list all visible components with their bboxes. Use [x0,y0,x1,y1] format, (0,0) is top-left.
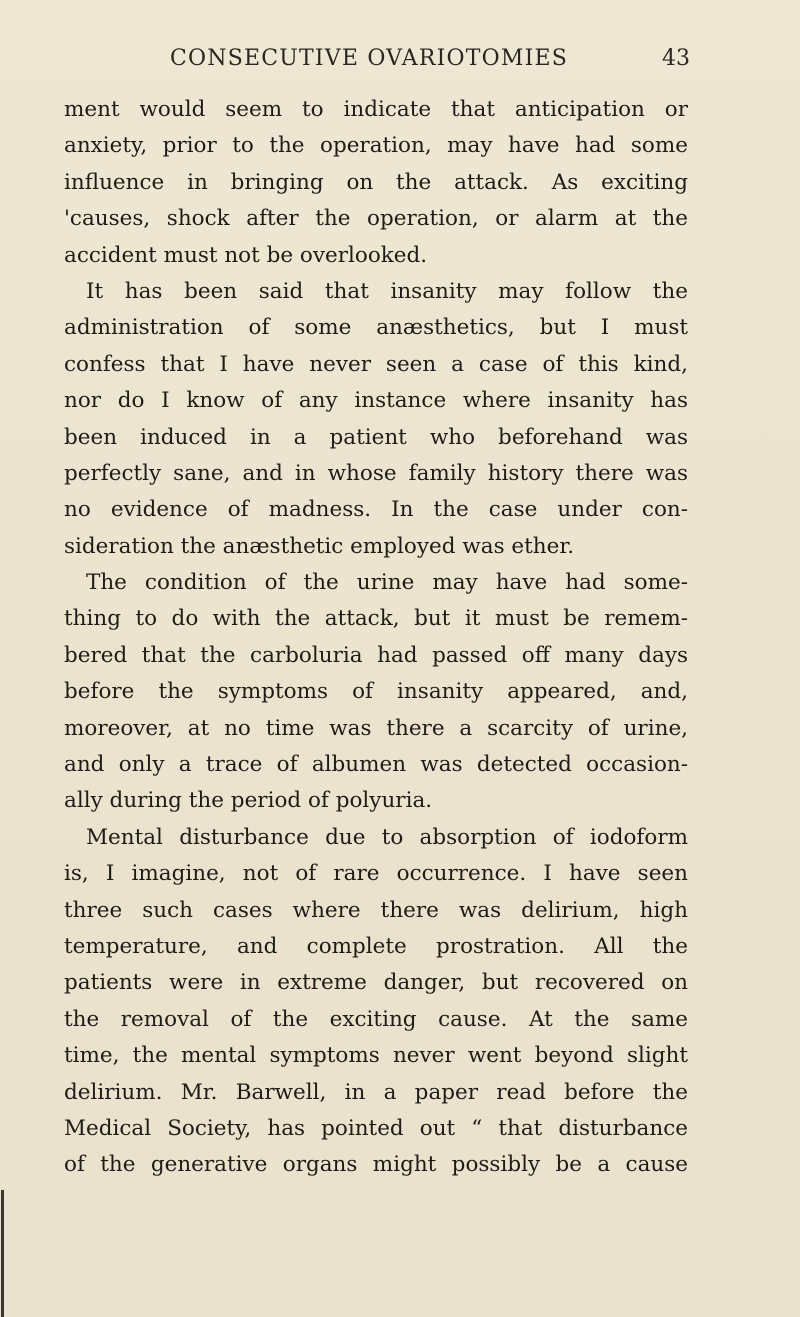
text-line: nor do I know of any instance where insanity has [64,388,688,414]
text-line: It has been said that insanity may follow the [86,278,688,304]
text-line: and only a trace of albumen was detected occasion- [64,752,688,778]
text-line: moreover, at no time was there a scarcity of urine, [64,715,688,741]
text-line: confess that I have never seen a case of this kind, [64,351,688,377]
text-line: anxiety, prior to the operation, may have had some [64,133,688,159]
text-line: Mental disturbance due to absorption of iodoform [86,824,688,850]
text-line: accident must not be overlooked. [64,242,428,268]
margin-shadow [1,1190,4,1317]
text-line: perfectly sane, and in whose family history there was [64,460,688,486]
text-line: of the generative organs might possibly be a cause [64,1152,688,1178]
text-line: the removal of the exciting cause. At the same [64,1006,688,1032]
text-line: before the symptoms of insanity appeared, and, [64,679,688,705]
text-line: Medical Society, has pointed out “ that disturbance [64,1115,688,1141]
text-line: three such cases where there was delirium, high [64,897,688,923]
text-line: temperature, and complete prostration. All the [64,933,688,959]
text-line: time, the mental symptoms never went beyond slight [64,1043,688,1069]
page-header [170,46,690,80]
text-line: influence in bringing on the attack. As exciting [64,169,688,195]
text-line: patients were in extreme danger, but recovered on [64,970,688,996]
text-line: been induced in a patient who beforehand was [64,424,688,450]
text-line: no evidence of madness. In the case under con- [64,497,688,523]
text-line: bered that the carboluria had passed off many days [64,642,688,668]
page-number: 43 [662,46,690,71]
text-line: 'causes, shock after the operation, or alarm at the [64,206,688,232]
body-text [64,92,688,1184]
text-line: delirium. Mr. Barwell, in a paper read before the [64,1079,688,1105]
text-line: administration of some anæsthetics, but I must [64,315,688,341]
running-title: CONSECUTIVE OVARIOTOMIES [170,46,569,71]
text-line: thing to do with the attack, but it must be remem- [64,606,688,632]
text-line: ally during the period of polyuria. [64,788,433,814]
text-line: ment would seem to indicate that anticipation or [64,97,688,122]
text-line: The condition of the urine may have had some- [86,570,688,596]
text-line: is, I imagine, not of rare occurrence. I have seen [64,861,688,887]
text-line: sideration the anæsthetic employed was ether. [64,533,575,559]
